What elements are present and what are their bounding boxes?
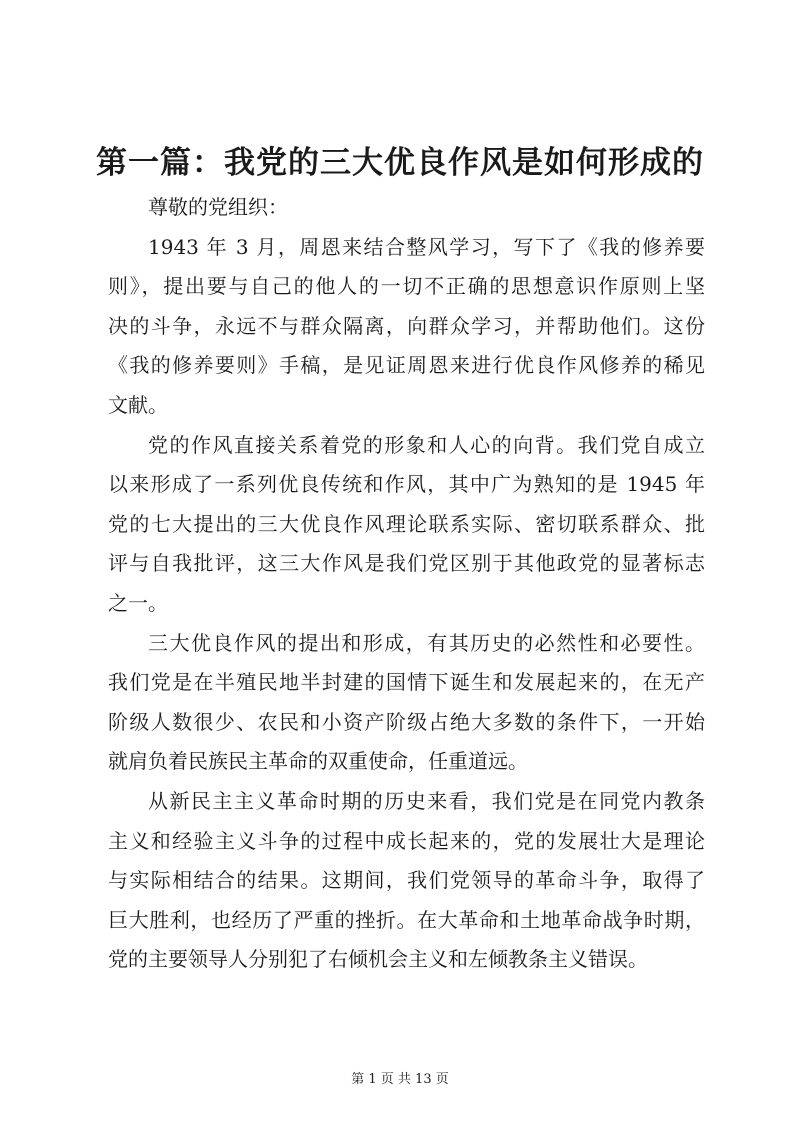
- salutation: [108, 188, 705, 228]
- text-line: 从新民主主义革命时期的历史来看，我们党是在同党内教条: [148, 788, 705, 813]
- text-line: 我们党是在半殖民地半封建的国情下诞生和发展起来的，在无产: [108, 670, 705, 695]
- text-line: 尊敬的党组织：: [148, 195, 288, 219]
- text-line: 决的斗争，永远不与群众隔离，向群众学习，并帮助他们。这份: [108, 313, 705, 338]
- text-line: 党的主要领导人分别犯了右倾机会主义和左倾教条主义错误。: [108, 947, 648, 972]
- text-line: 阶级人数很少、农民和小资产阶级占绝大多数的条件下，一开始: [108, 709, 705, 734]
- text-line: 则》，提出要与自己的他人的一切不正确的思想意识作原则上坚: [108, 274, 705, 299]
- paragraph: [108, 624, 705, 782]
- text-line: 党的作风直接关系着党的形象和人心的向背。我们党自成立: [148, 432, 705, 457]
- paragraph: [108, 228, 705, 426]
- text-line: 以来形成了一系列优良传统和作风，其中广为熟知的是 1945 年: [108, 472, 705, 497]
- text-line: 主义和经验主义斗争的过程中成长起来的，党的发展壮大是理论: [108, 828, 705, 853]
- paragraph: [108, 426, 705, 624]
- text-line: 1943 年 3 月，周恩来结合整风学习，写下了《我的修养要: [148, 234, 705, 259]
- text-line: 三大优良作风的提出和形成，有其历史的必然性和必要性。: [148, 630, 705, 655]
- text-line: 巨大胜利，也经历了严重的挫折。在大革命和土地革命战争时期，: [108, 907, 705, 932]
- page-number-footer: 第 1 页 共 13 页: [351, 1072, 449, 1087]
- text-line: 就肩负着民族民主革命的双重使命，任重道远。: [108, 749, 528, 774]
- document-body: [108, 188, 705, 980]
- text-line: 党的七大提出的三大优良作风理论联系实际、密切联系群众、批: [108, 511, 705, 536]
- document-title: 第一篇：我党的三大优良作风是如何形成的: [96, 145, 704, 181]
- text-line: 评与自我批评，这三大作风是我们党区别于其他政党的显著标志: [108, 551, 705, 576]
- text-line: 《我的修养要则》手稿，是见证周恩来进行优良作风修养的稀见: [108, 353, 705, 378]
- text-line: 文献。: [108, 392, 168, 417]
- paragraph: [108, 782, 705, 980]
- text-line: 与实际相结合的结果。这期间，我们党领导的革命斗争，取得了: [108, 868, 705, 893]
- text-line: 之一。: [108, 590, 168, 615]
